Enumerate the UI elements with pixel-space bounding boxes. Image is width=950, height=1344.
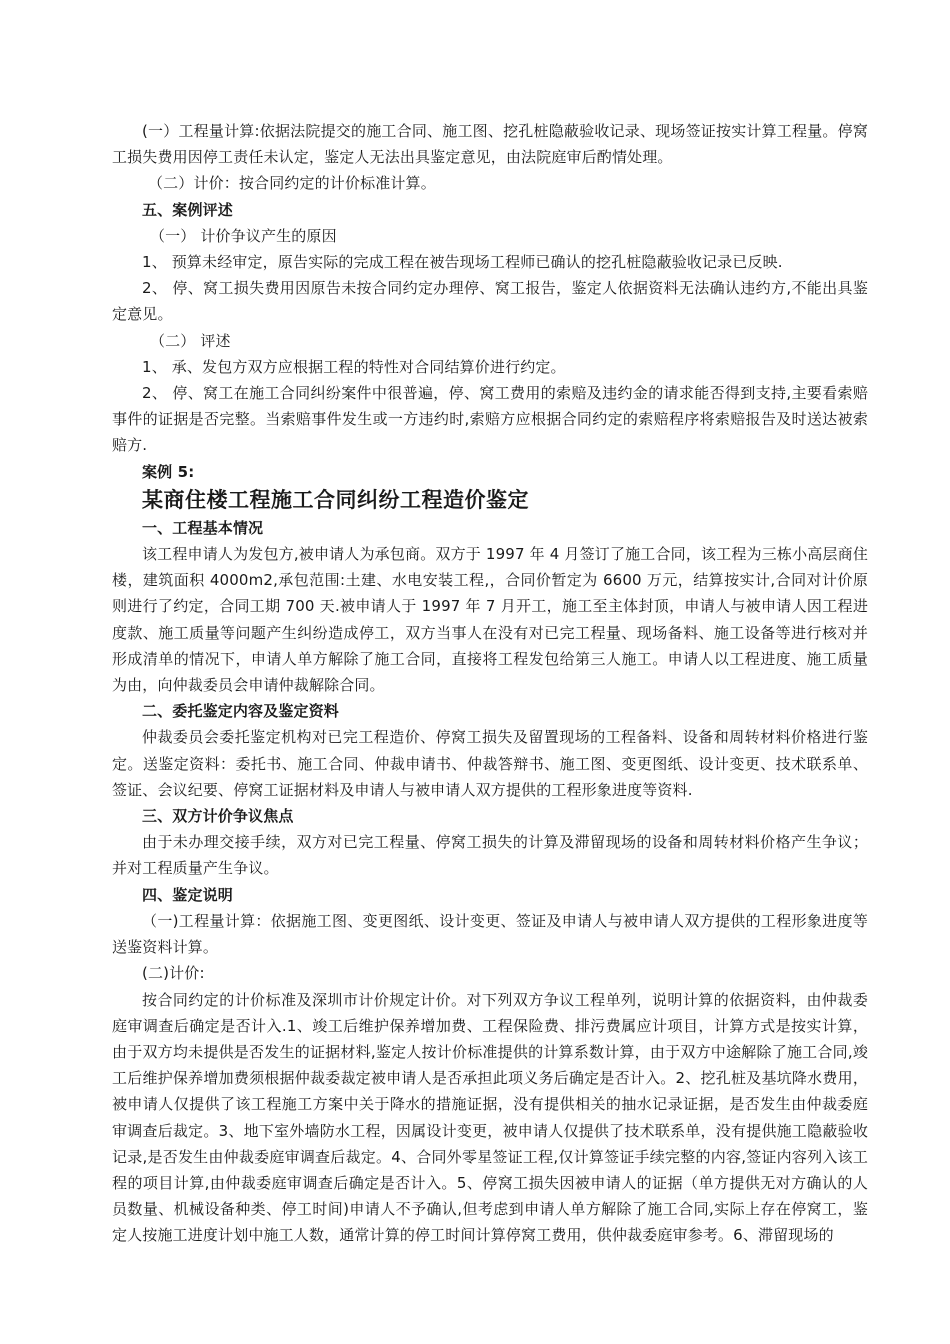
subheading-review: （二） 评述 — [150, 331, 231, 350]
paragraph-basic-info: 该工程申请人为发包方,被申请人为承包商。双方于 1997 年 4 月签订了施工合同，该工程为三栋小高层商住楼，建筑面积 4000m2,承包范围:土建、水电安装工程,，合同价暂定为 6600 万元，结算按实计,合同对计价原则进行了约定，合同工期 700 天.被申请人于 1997 年 7 月开工，施工至主体封顶，申请人与被申请人因工程进度款、施工质量等问题产生纠纷造成停工，双方当事人在没有对已完工程量、现场备料、施工设备等进行核对并形成清单的情况下，申请人单方解除了施工合同，直接将工程发包给第三人施工。申请人以工程进度、施工质量为由，向仲裁委员会申请仲裁解除合同。 — [112, 545, 868, 695]
paragraph-pricing: （二）计价：按合同约定的计价标准计算。 — [148, 174, 436, 193]
case-title: 某商住楼工程施工合同纠纷工程造价鉴定 — [142, 487, 529, 512]
heading-dispute-focus: 三、双方计价争议焦点 — [142, 807, 294, 826]
paragraph-cause-1: 1、 预算未经审定，原告实际的完成工程在被告现场工程师已确认的挖孔桩隐蔽验收记录已反映. — [142, 253, 783, 272]
document-page — [112, 118, 868, 1249]
paragraph-quantity-calc: (一）工程量计算:依据法院提交的施工合同、施工图、挖孔桩隐蔽验收记录、现场签证按实计算工程量。停窝工损失费用因停工责任未认定，鉴定人无法出具鉴定意见，由法院庭审后酌情处理。 — [112, 122, 868, 167]
subheading-dispute-causes: （一） 计价争议产生的原因 — [150, 226, 337, 245]
paragraph-pricing-label: (二)计价: — [142, 964, 205, 983]
paragraph-pricing-details: 按合同约定的计价标准及深圳市计价规定计价。对下列双方争议工程单列，说明计算的依据资料，由仲裁委庭审调查后确定是否计入.1、竣工后维护保养增加费、工程保险费、排污费属应计项目，计算方式是按实计算，由于双方均未提供是否发生的证据材料,鉴定人按计价标准提供的计算系数计算，由于双方中途解除了施工合同,竣工后维护保养增加费须根据仲裁委裁定被申请人是否承担此项义务后确定是否计入。2、挖孔桩及基坑降水费用，被申请人仅提供了该工程施工方案中关于降水的措施证据，没有提供相关的抽水记录证据，是否发生由仲裁委庭审调查后裁定。3、地下室外墙防水工程，因属设计变更，被申请人仅提供了技术联系单，没有提供施工隐蔽验收记录,是否发生由仲裁委庭审调查后裁定。4、合同外零星签证工程,仅计算签证手续完整的内容,签证内容列入该工程的项目计算,由仲裁委庭审调查后确定是否计入。5、停窝工损失因被申请人的证据（单方提供无对方确认的人员数量、机械设备种类、停工时间)申请人不予确认,但考虑到申请人单方解除了施工合同,实际上存在停窝工，鉴定人按施工进度计划中施工人数，通常计算的停工时间计算停窝工费用，供仲裁委庭审参考。6、滞留现场的 — [112, 990, 868, 1245]
paragraph-quantity-method: （一)工程量计算：依据施工图、变更图纸、设计变更、签证及申请人与被申请人双方提供的工程形象进度等送鉴资料计算。 — [112, 911, 868, 957]
paragraph-cause-2: 2、 停、窝工损失费用因原告未按合同约定办理停、窝工报告，鉴定人依据资料无法确认违约方,不能出具鉴定意见。 — [112, 279, 868, 324]
case-label: 案例 5: — [142, 462, 195, 481]
heading-appraisal-notes: 四、鉴定说明 — [142, 885, 233, 904]
paragraph-review-2: 2、 停、窝工在施工合同纠纷案件中很普遍，停、窝工费用的索赔及违约金的请求能否得到支持,主要看索赔事件的证据是否完整。当索赔事件发生或一方违约时,索赔方应根据合同约定的索赔程序将索赔报告及时送达被索赔方. — [112, 384, 868, 455]
paragraph-appraisal-scope: 仲裁委员会委托鉴定机构对已完工程造价、停窝工损失及留置现场的工程备料、设备和周转材料价格进行鉴定。送鉴定资料：委托书、施工合同、仲裁申请书、仲裁答辩书、施工图、变更图纸、设计变更、技术联系单、签证、会议纪要、停窝工证据材料及申请人与被申请人双方提供的工程形象进度等资料. — [112, 728, 868, 799]
heading-appraisal-scope: 二、委托鉴定内容及鉴定资料 — [142, 702, 339, 721]
heading-case-review: 五、案例评述 — [142, 200, 233, 219]
heading-basic-info: 一、工程基本情况 — [142, 518, 264, 537]
paragraph-dispute-focus: 由于未办理交接手续，双方对已完工程量、停窝工损失的计算及滞留现场的设备和周转材料价格产生争议；并对工程质量产生争议。 — [112, 833, 868, 878]
paragraph-review-1: 1、 承、发包方双方应根据工程的特性对合同结算价进行约定。 — [142, 357, 566, 376]
